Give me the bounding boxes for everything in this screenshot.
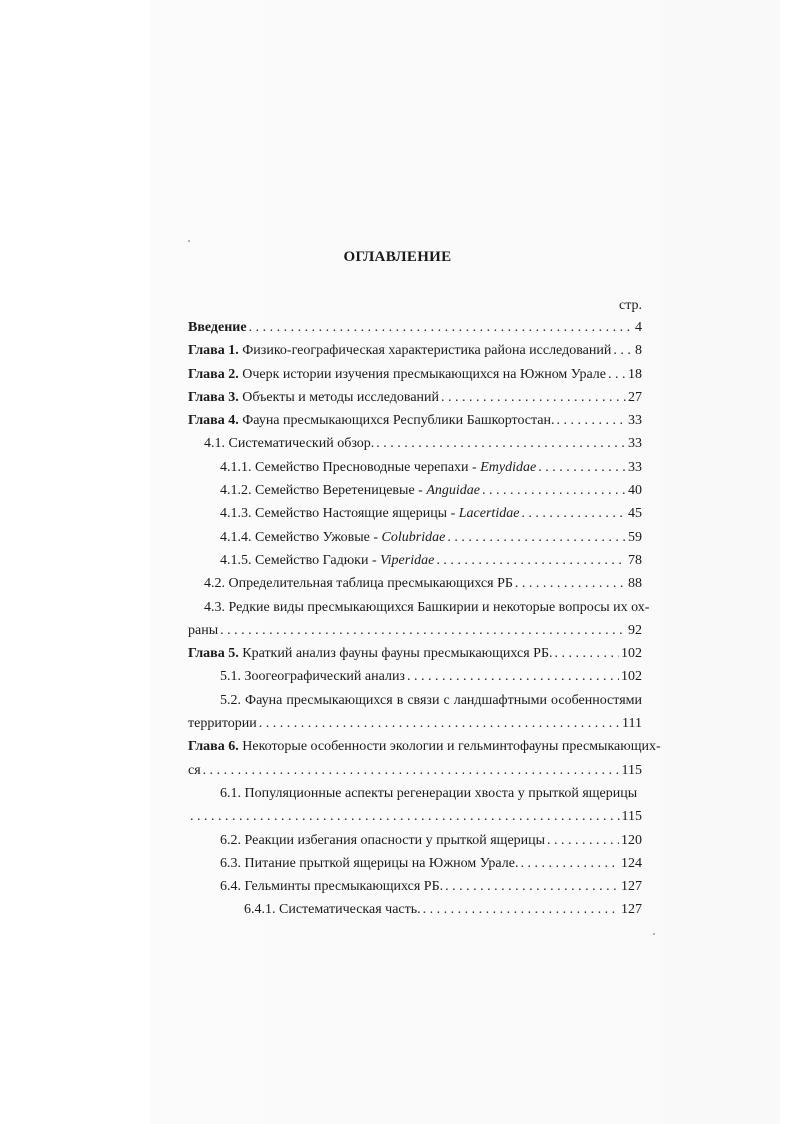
toc-leader-dots <box>482 479 626 502</box>
toc-leader-dots <box>557 409 626 432</box>
toc-entry-text: Физико-географическая характеристика района исследований <box>238 343 612 359</box>
scan-speck <box>653 933 655 935</box>
toc-leader-dots <box>447 526 626 549</box>
toc-leader-dots <box>423 898 619 921</box>
toc-page-number: 78 <box>628 552 642 568</box>
toc-leader-dots <box>639 782 640 805</box>
toc-entry <box>188 852 642 875</box>
page-column-label: стр. <box>618 298 642 313</box>
toc-entry <box>188 363 642 386</box>
toc-entry <box>188 549 642 572</box>
toc-entry-title <box>220 665 405 688</box>
toc-entry-text: 6.4.1. Систематическая часть. <box>244 902 421 918</box>
toc-entry <box>188 689 642 712</box>
toc-entry-title <box>188 642 553 665</box>
toc-leader-dots <box>376 432 626 455</box>
toc-latin-name: Lacertidae <box>458 506 520 522</box>
toc-chapter-label: Глава 1. <box>188 343 239 359</box>
toc-entry-title <box>220 875 443 898</box>
toc-leader-dots <box>203 759 620 782</box>
toc-page-number: 45 <box>628 506 642 522</box>
toc-entry-title <box>188 759 201 782</box>
toc-page-number: 115 <box>621 762 642 778</box>
toc-page-number: 18 <box>628 366 642 382</box>
toc-page-number: 102 <box>621 646 642 662</box>
toc-entry-title <box>188 339 611 362</box>
toc-leader-dots <box>407 665 619 688</box>
toc-entry-text: 4.1.1. Семейство Пресноводные черепахи - <box>220 459 481 475</box>
toc-page-number: 27 <box>628 389 642 405</box>
toc-entry-title <box>188 363 606 386</box>
toc-page-number: 127 <box>621 879 642 895</box>
toc-entry-title <box>188 712 257 735</box>
table-of-contents <box>188 316 661 922</box>
toc-entry <box>188 502 642 525</box>
toc-entry <box>188 386 642 409</box>
toc-entry <box>188 572 642 595</box>
toc-entry <box>188 479 642 502</box>
toc-page-number: 33 <box>628 436 642 452</box>
toc-entry-text: ся <box>188 762 201 778</box>
toc-leader-dots <box>608 363 626 386</box>
toc-entry-title <box>220 479 480 502</box>
toc-chapter-label: Глава 4. <box>188 413 239 429</box>
toc-entry-text: 4.1. Систематический обзор. <box>204 436 375 452</box>
toc-entry-text: Очерк истории изучения пресмыкающихся на Южном Урале <box>238 366 607 382</box>
toc-page-number: 92 <box>628 622 642 638</box>
toc-page-number: 120 <box>621 832 642 848</box>
toc-entry <box>188 409 642 432</box>
toc-entry <box>188 619 642 642</box>
toc-entry-text: 4.1.4. Семейство Ужовые - <box>220 529 382 545</box>
toc-chapter-label: Глава 6. <box>188 739 239 755</box>
toc-entry-text: 4.1.2. Семейство Веретеницевые - <box>220 483 427 499</box>
toc-entry-title <box>188 735 661 758</box>
toc-entry <box>188 875 642 898</box>
toc-page-number: 8 <box>635 343 642 359</box>
toc-entry-title <box>204 572 513 595</box>
toc-entry <box>188 898 642 921</box>
toc-page-number: 115 <box>621 809 642 825</box>
toc-entry <box>188 642 642 665</box>
toc-entry <box>188 456 642 479</box>
toc-chapter-label: Введение <box>188 320 247 335</box>
toc-leader-dots <box>220 619 626 642</box>
toc-entry-text: Краткий анализ фауны фауны пресмыкающихся РБ. <box>238 646 553 662</box>
toc-entry-title <box>188 386 439 409</box>
toc-entry <box>188 339 642 362</box>
toc-chapter-label: Глава 3. <box>188 389 239 405</box>
toc-entry-text: 4.1.3. Семейство Настоящие ящерицы - <box>220 506 459 522</box>
toc-entry-title <box>220 782 637 805</box>
toc-chapter-label: Глава 2. <box>188 366 239 382</box>
toc-leader-dots <box>436 549 626 572</box>
toc-entry-title <box>220 549 434 572</box>
toc-entry-title <box>204 432 374 455</box>
toc-entry <box>188 782 642 805</box>
toc-entry <box>188 805 642 828</box>
toc-entry-text: 6.4. Гельминты пресмыкающихся РБ. <box>220 879 444 895</box>
toc-entry-text: 6.1. Популяционные аспекты регенерации хвоста у прыткой ящерицы <box>220 785 638 801</box>
toc-latin-name: Viperidae <box>380 552 435 568</box>
toc-entry-text: Объекты и методы исследований <box>238 389 440 405</box>
toc-latin-name: Emydidae <box>480 459 537 475</box>
toc-entry-title <box>188 409 555 432</box>
toc-leader-dots <box>538 456 626 479</box>
toc-entry-title <box>220 689 642 712</box>
toc-leader-dots <box>520 852 619 875</box>
toc-leader-dots <box>445 875 619 898</box>
toc-entry <box>188 759 642 782</box>
toc-page-number: 102 <box>621 669 642 685</box>
toc-entry-text: 5.1. Зоогеографический анализ <box>220 669 405 685</box>
toc-entry <box>188 712 642 735</box>
scan-speck <box>188 240 190 242</box>
toc-chapter-label: Глава 5. <box>188 646 239 662</box>
toc-entry-text: 4.1.5. Семейство Гадюки - <box>220 552 381 568</box>
toc-entry <box>188 596 650 619</box>
toc-entry-title <box>220 456 536 479</box>
toc-entry <box>188 665 642 688</box>
toc-page-number: 127 <box>621 902 642 918</box>
toc-entry-title <box>220 526 445 549</box>
toc-entry-text: 6.3. Питание прыткой ящерицы на Южном Урале. <box>220 855 519 871</box>
toc-leader-dots <box>521 502 626 525</box>
toc-entry-text: 4.2. Определительная таблица пресмыкающихся РБ <box>204 576 513 592</box>
toc-entry-text: 6.2. Реакции избегания опасности у прыткой ящерицы <box>220 832 546 848</box>
toc-page-number: 124 <box>621 855 642 871</box>
toc-entry <box>188 432 642 455</box>
toc-page-number: 33 <box>628 413 642 429</box>
toc-page-number: 40 <box>628 483 642 499</box>
toc-entry-title <box>188 619 218 642</box>
toc-entry-title <box>220 502 519 525</box>
toc-entry-text: территории <box>188 716 257 732</box>
toc-leader-dots <box>613 339 633 362</box>
toc-latin-name: Colubridae <box>381 529 446 545</box>
toc-entry-text: Некоторые особенности экологии и гельминтофауны пресмыкающих- <box>238 739 661 755</box>
toc-entry-title <box>220 829 545 852</box>
toc-page-number: 4 <box>635 320 642 335</box>
toc-latin-name: Anguidae <box>426 483 480 499</box>
toc-page-number: 59 <box>628 529 642 545</box>
toc-page-number: 111 <box>622 716 642 732</box>
toc-page-number: 33 <box>628 459 642 475</box>
toc-leader-dots <box>190 805 620 828</box>
toc-entry-title <box>244 898 421 921</box>
page-title: ОГЛАВЛЕНИЕ <box>343 249 452 265</box>
toc-entry-title <box>188 316 247 339</box>
toc-leader-dots <box>547 829 619 852</box>
toc-entry-text: Фауна пресмыкающихся Республики Башкортостан. <box>238 413 555 429</box>
toc-entry-title <box>220 852 518 875</box>
toc-entry <box>188 316 642 339</box>
toc-entry-title <box>204 596 649 619</box>
toc-leader-dots <box>259 712 620 735</box>
toc-entry-text: раны <box>188 622 219 638</box>
toc-leader-dots <box>249 316 633 339</box>
toc-entry <box>188 735 661 758</box>
toc-leader-dots <box>441 386 626 409</box>
toc-page-number: 88 <box>628 576 642 592</box>
toc-entry <box>188 526 642 549</box>
toc-leader-dots <box>515 572 626 595</box>
toc-entry-text: 5.2. Фауна пресмыкающихся в связи с ландшафтными особенностями <box>220 692 642 708</box>
toc-entry <box>188 829 642 852</box>
toc-leader-dots <box>555 642 620 665</box>
toc-entry-text: 4.3. Редкие виды пресмыкающихся Башкирии и некоторые вопросы их ох- <box>204 599 650 615</box>
